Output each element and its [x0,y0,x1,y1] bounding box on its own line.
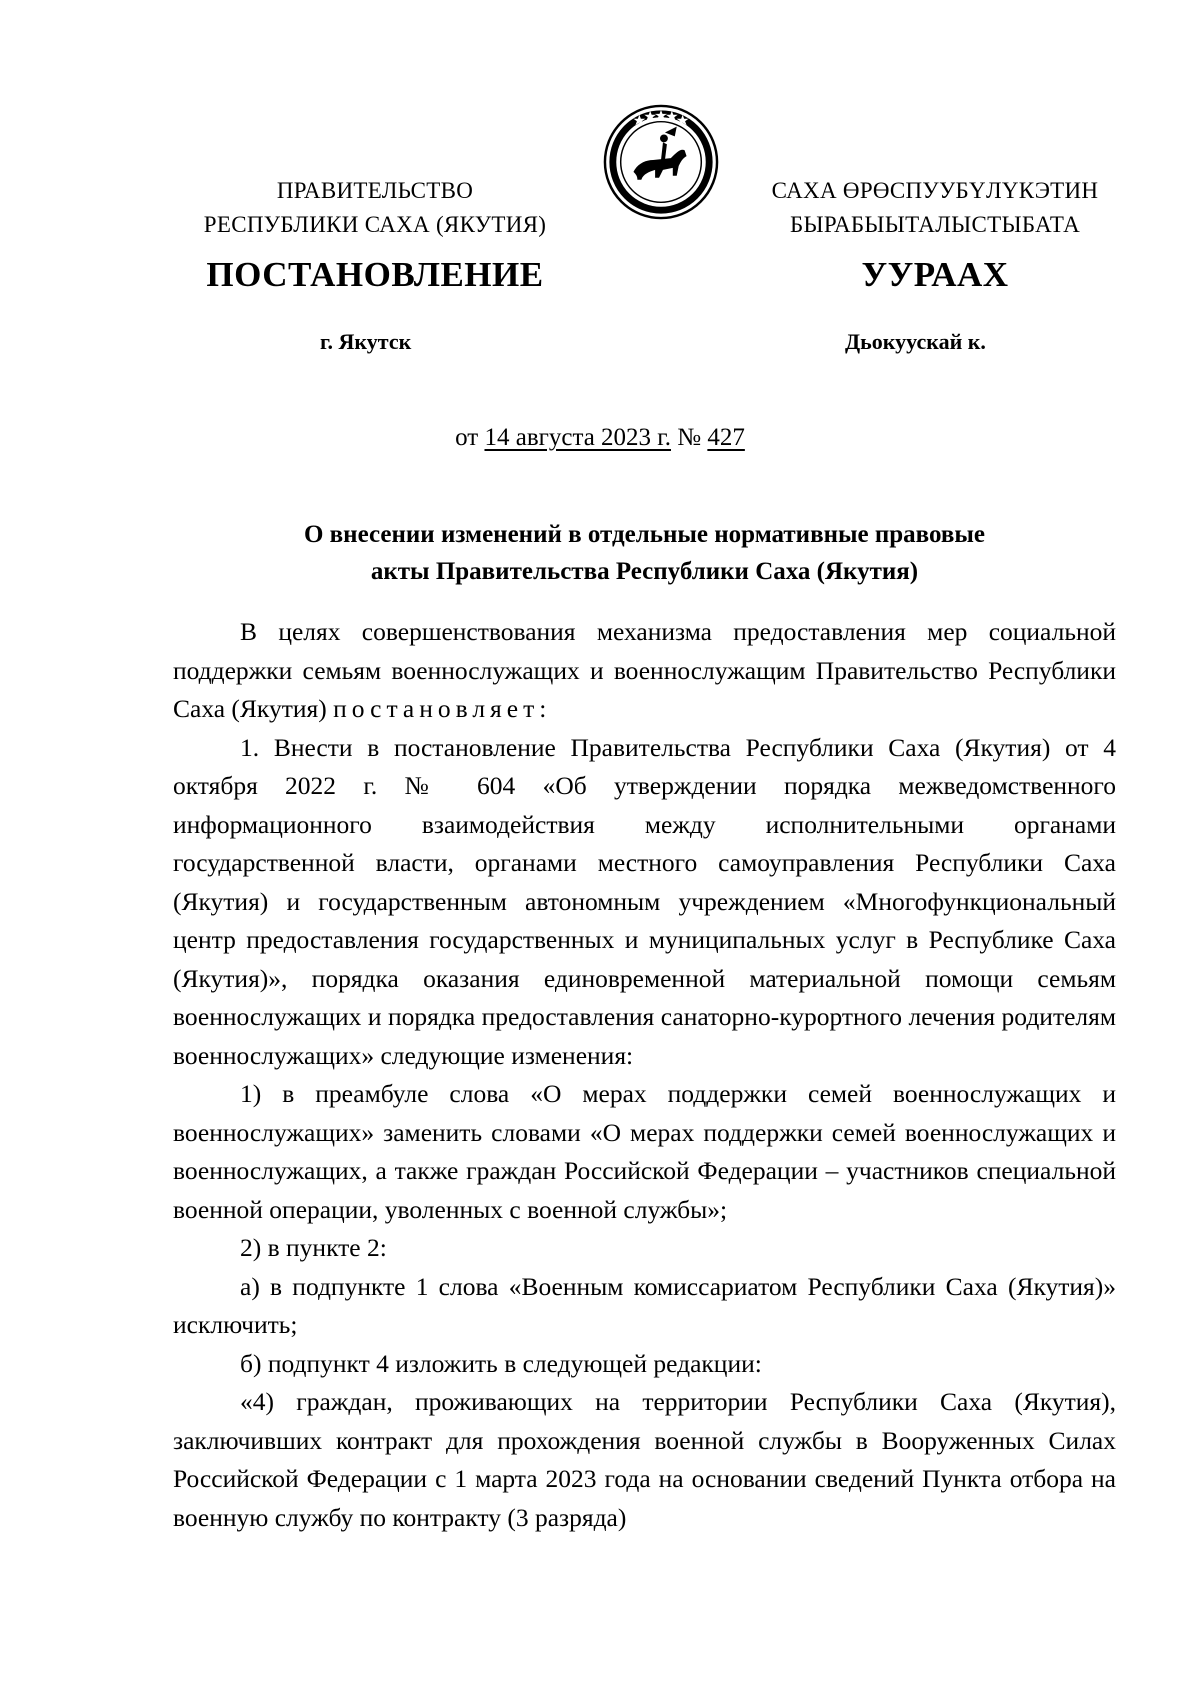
body-paragraph-5: б) подпункт 4 изложить в следующей редакции: [240,1348,762,1378]
header-right [745,174,1125,242]
body-intro-decree-word: постановляет: [333,694,552,723]
decree-body [173,613,1116,1537]
decree-title-line2: акты Правительства Республики Саха (Якутия) [370,558,919,585]
body-paragraph-3: 2) в пункте 2: [240,1233,387,1262]
yakutia-coat-of-arms-icon [602,103,720,221]
city-russian: г. Якутск [320,329,412,354]
decree-date: 14 августа 2023 г. [484,424,671,451]
header-left [180,174,570,242]
decree-date-line [0,424,1200,452]
decree-title [173,516,1116,590]
header-left-line2: РЕСПУБЛИКИ САХА (ЯКУТИЯ) [203,212,547,237]
header-left-line1: ПРАВИТЕЛЬСТВО [276,178,474,203]
decree-number: 427 [707,424,745,451]
body-paragraph-4: а) в подпункте 1 слова «Военным комиссариатом Республики Саха (Якутия)» исключить; [173,1271,1116,1339]
doc-type-russian: ПОСТАНОВЛЕНИЕ [206,255,544,294]
body-paragraph-2: 1) в преамбуле слова «О мерах поддержки семей военнослужащих и военнослужащих» заменить словами «О мерах поддержки семей военнослужащих и военнослужащих, а также граждан Российской Федерации – участников специальной военной операции, уволенных с военной службы»; [173,1079,1116,1224]
header-right-line1: САХА ӨРӨСПУУБҮЛҮКЭТИН [771,178,1099,203]
decree-title-line1: О внесении изменений в отдельные нормативные правовые [303,521,985,548]
body-intro-text: В целях совершенствования механизма предоставления мер социальной поддержки семьям военнослужащих и военнослужащим Правительство Республики Саха (Якутия) [173,617,1116,723]
body-intro [173,613,1116,729]
body-paragraph-1: 1. Внести в постановление Правительства Республики Саха (Якутия) от 4 октября 2022 г. № 604 «Об утверждении порядка межведомственного информационного взаимодействия между исполнительными органами государственной власти, органами местного самоуправления Республики Саха (Якутия) и государственным автономным учреждением «Многофункциональный центр предоставления государственных и муниципальных услуг в Республике Саха (Якутия)», порядка оказания единовременной материальной помощи семьям военнослужащих и порядка предоставления санаторно-курортного лечения родителям военнослужащих» следующие изменения: [173,732,1116,1070]
city-yakut: Дьокуускай к. [845,329,986,354]
doc-type-yakut: УУРААХ [861,255,1009,294]
header-right-line2: БЫРАБЫЫТАЛЫСТЫБАТА [789,212,1081,237]
date-prefix: от [455,424,479,451]
body-paragraph-6: «4) граждан, проживающих на территории Республики Саха (Якутия), заключивших контракт для прохождения военной службы в Вооруженных Силах Российской Федерации с 1 марта 2023 года на основании сведений Пункта отбора на военную службу по контракту (3 разряда) [173,1387,1116,1532]
number-sign: № [677,424,702,451]
